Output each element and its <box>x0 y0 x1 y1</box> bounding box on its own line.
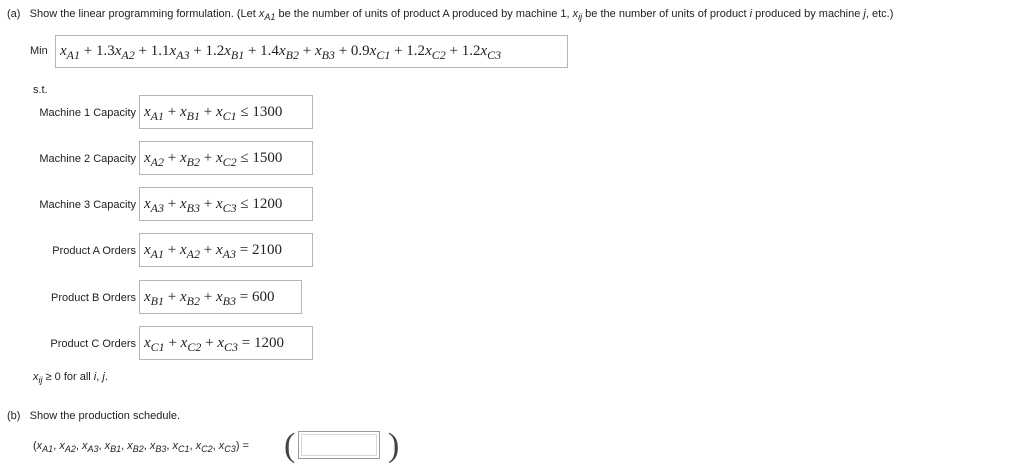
objective-input[interactable] <box>55 35 568 68</box>
tuple-var: x <box>81 440 88 452</box>
constraint-label: Machine 1 Capacity <box>39 107 136 119</box>
part-b-text: Show the production schedule. <box>29 410 181 422</box>
open-paren: ( <box>284 427 296 464</box>
part-a-text-1: Show the linear programming formulation. (Let <box>29 8 259 20</box>
nonneg-var: $x_{ij}$ <box>33 371 43 386</box>
constraint-input[interactable] <box>139 187 313 221</box>
schedule-equals: = <box>239 440 249 452</box>
nonneg-statement: $x_{ij} \ge 0$ for all i, j. <box>33 371 108 386</box>
constraint-expression: $x_{A1} + x_{A2} + x_{A3} = 2100$ <box>144 241 282 261</box>
part-b-instruction <box>7 410 180 422</box>
part-a-text-5: , etc.) <box>865 8 894 20</box>
tuple-var: x <box>59 440 65 452</box>
tuple-var: x <box>104 440 111 452</box>
part-a-text-3: be the number of units of product <box>582 8 750 20</box>
constraint-input[interactable] <box>139 233 313 267</box>
objective-expression: $x_{A1} + 1.3x_{A2} + 1.1x_{A3} + 1.2x_{B1} + 1.4x_{B2} + x_{B3} + 0.9x_{C1} + 1.2x_{C2} + 1.2x_{C3}$ <box>60 43 502 62</box>
schedule-answer-input[interactable] <box>298 431 380 459</box>
constraint-label: Product B Orders <box>51 292 136 304</box>
part-a-text-4: produced by machine <box>752 8 864 20</box>
tuple-var: x <box>172 440 179 452</box>
close-paren: ) <box>388 427 400 464</box>
constraint-input[interactable] <box>139 326 313 360</box>
constraint-expression: $x_{C1} + x_{C2} + x_{C3} = 1200$ <box>144 334 284 354</box>
constraint-input[interactable] <box>139 280 302 314</box>
schedule-tuple <box>33 440 249 454</box>
st-label: s.t. <box>33 84 48 96</box>
tuple-var: x <box>127 440 133 452</box>
constraint-expression: $x_{A3} + x_{B3} + x_{C3} \le 1200$ <box>144 195 283 215</box>
var-x-a1: $x_{A1}$ <box>258 8 276 23</box>
schedule-tuple-vars: ($x_{A1}$, $x_{A2}$, $x_{A3}$, $x_{B1}$, $x_{B2}$, $x_{B3}$, $x_{C1}$, $x_{C2}$, $x_{C3}$) <box>33 440 240 455</box>
objective-label: Min <box>30 45 48 57</box>
constraint-expression: $x_{A2} + x_{B2} + x_{C2} \le 1500$ <box>144 149 283 169</box>
constraint-input[interactable] <box>139 95 313 129</box>
constraint-label: Product C Orders <box>50 338 136 350</box>
tuple-var: x <box>195 440 202 452</box>
part-a-prefix: (a) <box>7 8 21 20</box>
var-i: i <box>749 8 753 20</box>
part-b-prefix: (b) <box>7 410 21 422</box>
constraint-expression: $x_{A1} + x_{B1} + x_{C1} \le 1300$ <box>144 103 283 123</box>
var-x-ij: $x_{ij}$ <box>572 8 583 23</box>
part-a-instruction <box>7 8 893 22</box>
tuple-var: x <box>218 440 225 452</box>
constraint-input[interactable] <box>139 141 313 175</box>
tuple-var: x <box>36 440 43 452</box>
constraint-label: Machine 3 Capacity <box>39 199 136 211</box>
constraint-expression: $x_{B1} + x_{B2} + x_{B3} = 600$ <box>144 288 275 308</box>
tuple-var: x <box>149 440 156 452</box>
constraint-label: Product A Orders <box>52 245 136 257</box>
constraint-label: Machine 2 Capacity <box>39 153 136 165</box>
var-j: j <box>863 8 866 20</box>
part-a-text-2: be the number of units of product A produced by machine 1, <box>275 8 573 20</box>
